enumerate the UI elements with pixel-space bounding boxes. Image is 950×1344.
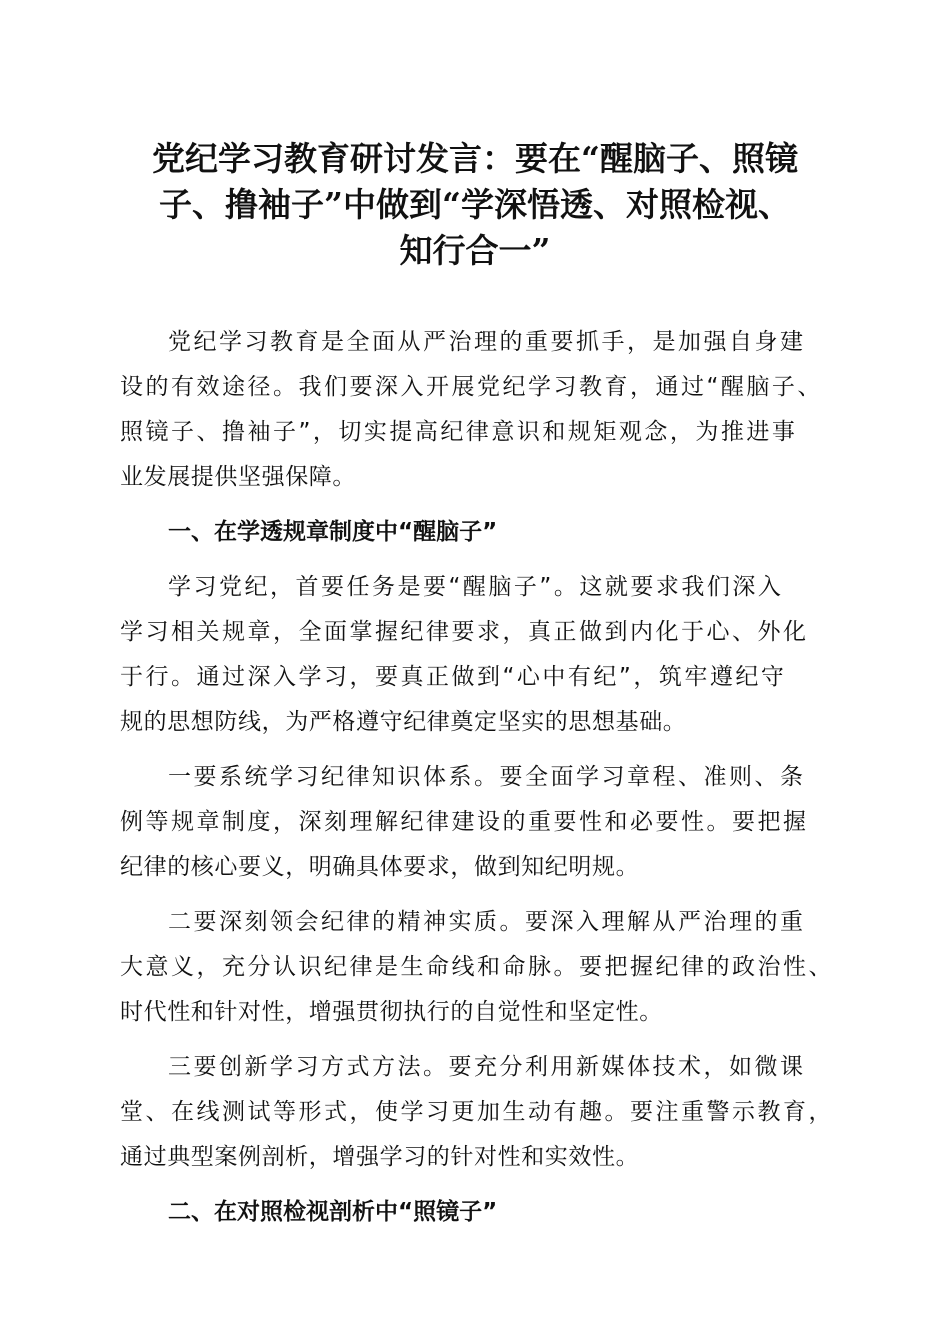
text-line: 大意义，充分认识纪律是生命线和命脉。要把握纪律的政治性、: [120, 954, 834, 980]
document-title: [100, 136, 850, 274]
heading-text: 二、在对照检视剖析中“照镜子”: [168, 1199, 498, 1225]
text-line: 一要系统学习纪律知识体系。要全面学习章程、准则、条: [168, 764, 806, 790]
title-line: 知行合一”: [399, 231, 551, 270]
paragraph-point-1: [120, 755, 830, 890]
text-line: 三要创新学习方式方法。要充分利用新媒体技术，如微课: [168, 1054, 806, 1080]
text-line: 学习党纪，首要任务是要“醒脑子”。这就要求我们深入: [168, 574, 784, 600]
text-line: 例等规章制度，深刻理解纪律建设的重要性和必要性。要把握: [120, 809, 809, 835]
section-heading-1: [120, 510, 830, 555]
text-line: 设的有效途径。我们要深入开展党纪学习教育，通过“醒脑子、: [120, 374, 823, 400]
title-line: 党纪学习教育研讨发言：要在“醒脑子、照镜: [152, 139, 798, 178]
title-line: 子、撸袖子”中做到“学深悟透、对照检视、: [159, 185, 791, 224]
text-line: 纪律的核心要义，明确具体要求，做到知纪明规。: [120, 854, 640, 880]
text-line: 时代性和针对性，增强贯彻执行的自觉性和坚定性。: [120, 999, 663, 1025]
heading-text: 一、在学透规章制度中“醒脑子”: [168, 519, 498, 545]
paragraph-section-1-intro: [120, 565, 830, 745]
section-heading-2: [120, 1190, 830, 1235]
text-line: 规的思想防线，为严格遵守纪律奠定坚实的思想基础。: [120, 709, 687, 735]
text-line: 党纪学习教育是全面从严治理的重要抓手，是加强自身建: [168, 329, 806, 355]
text-line: 业发展提供坚强保障。: [120, 464, 356, 490]
text-line: 堂、在线测试等形式，使学习更加生动有趣。要注重警示教育，: [120, 1099, 834, 1125]
text-line: 二要深刻领会纪律的精神实质。要深入理解从严治理的重: [168, 909, 806, 935]
paragraph-point-2: [120, 900, 834, 1035]
document-body: [120, 320, 834, 1245]
paragraph-intro: [120, 320, 830, 500]
paragraph-point-3: [120, 1045, 834, 1180]
text-line: 于行。通过深入学习，要真正做到“心中有纪”，筑牢遵纪守: [120, 664, 787, 690]
text-line: 学习相关规章，全面掌握纪律要求，真正做到内化于心、外化: [120, 619, 809, 645]
text-line: 通过典型案例剖析，增强学习的针对性和实效性。: [120, 1144, 640, 1170]
text-line: 照镜子、撸袖子”，切实提高纪律意识和规矩观念，为推进事: [120, 419, 798, 445]
